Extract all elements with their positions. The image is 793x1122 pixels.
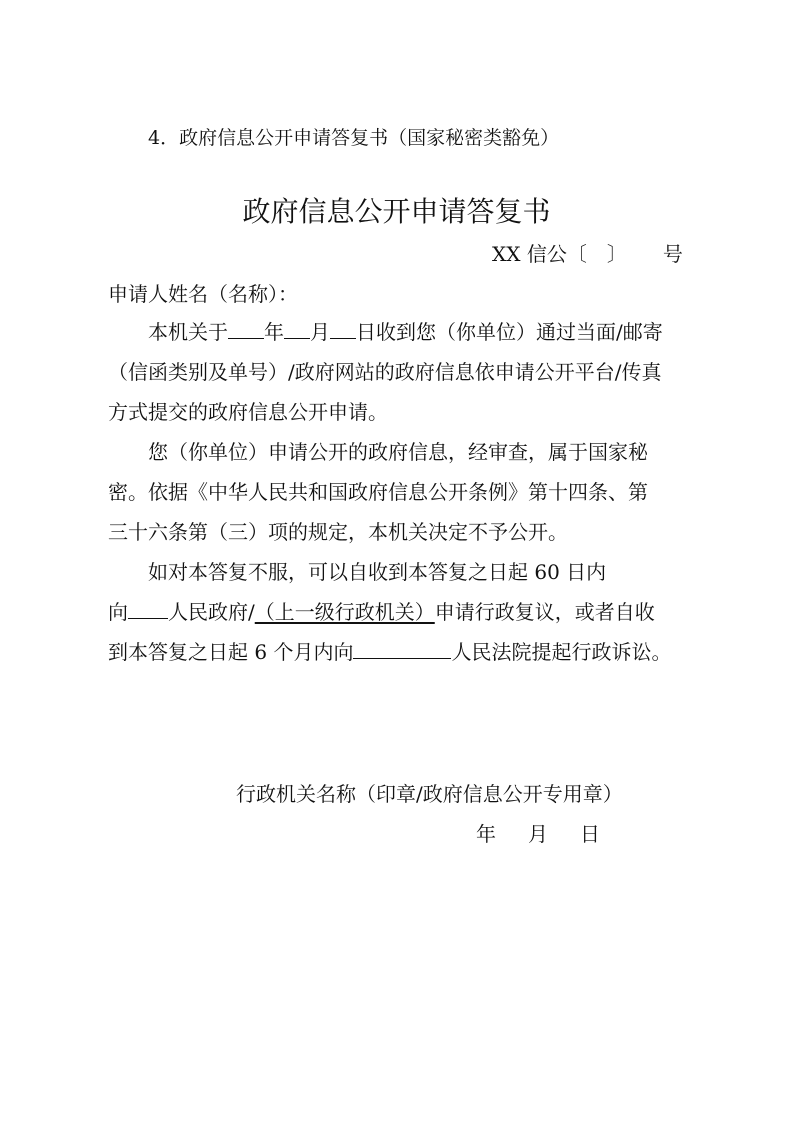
para1-text-d: 日收到您（你单位）通过当面/邮寄 xyxy=(356,320,663,344)
date-line xyxy=(476,820,600,848)
date-year: 年 xyxy=(476,822,496,846)
document-number xyxy=(492,240,683,268)
blank-month xyxy=(284,318,310,339)
blank-court xyxy=(353,638,451,659)
document-number-suffix: 号 xyxy=(662,242,683,266)
blank-day xyxy=(330,318,356,339)
document-number-prefix: XX 信公〔 〕 xyxy=(492,242,627,266)
blank-government xyxy=(128,598,168,619)
para3-line1: 如对本答复不服，可以自收到本答复之日起 60 日内 xyxy=(148,560,607,584)
para1-line2: （信函类别及单号）/政府网站的政府信息依申请公开平台/传真 xyxy=(108,360,662,384)
para2-line3: 三十六条第（三）项的规定，本机关决定不予公开。 xyxy=(108,520,568,544)
para1-line1 xyxy=(108,318,690,346)
document-title: 政府信息公开申请答复书 xyxy=(242,195,551,228)
para3-line3 xyxy=(108,638,690,666)
para2-line1: 您（你单位）申请公开的政府信息，经审查，属于国家秘 xyxy=(148,440,648,464)
para3-text-d: 申请行政复议，或者自收 xyxy=(434,600,655,624)
salutation: 申请人姓名（名称）： xyxy=(108,282,298,306)
para3-text-line3-b: 人民法院提起行政诉讼。 xyxy=(451,640,672,664)
signature-line: 行政机关名称（印章/政府信息公开专用章） xyxy=(236,782,623,806)
para2-line2: 密。依据《中华人民共和国政府信息公开条例》第十四条、第 xyxy=(108,480,648,504)
para1-text-month: 月 xyxy=(310,320,330,344)
para3-text-a: 向 xyxy=(108,600,128,624)
para1-line3: 方式提交的政府信息公开申请。 xyxy=(108,400,388,424)
para3-line2 xyxy=(108,598,690,626)
para3-text-line3-a: 到本答复之日起 6 个月内向 xyxy=(108,640,354,664)
date-day: 日 xyxy=(580,822,600,846)
section-heading: 4．政府信息公开申请答复书（国家秘密类豁免） xyxy=(148,127,560,149)
para3-text-b: 人民政府/ xyxy=(168,600,255,624)
date-month: 月 xyxy=(528,822,548,846)
blank-year xyxy=(228,318,264,339)
para1-text-year: 年 xyxy=(264,320,284,344)
para1-text-a: 本机关于 xyxy=(148,320,228,344)
para3-superior-authority: （上一级行政机关） xyxy=(254,600,435,624)
